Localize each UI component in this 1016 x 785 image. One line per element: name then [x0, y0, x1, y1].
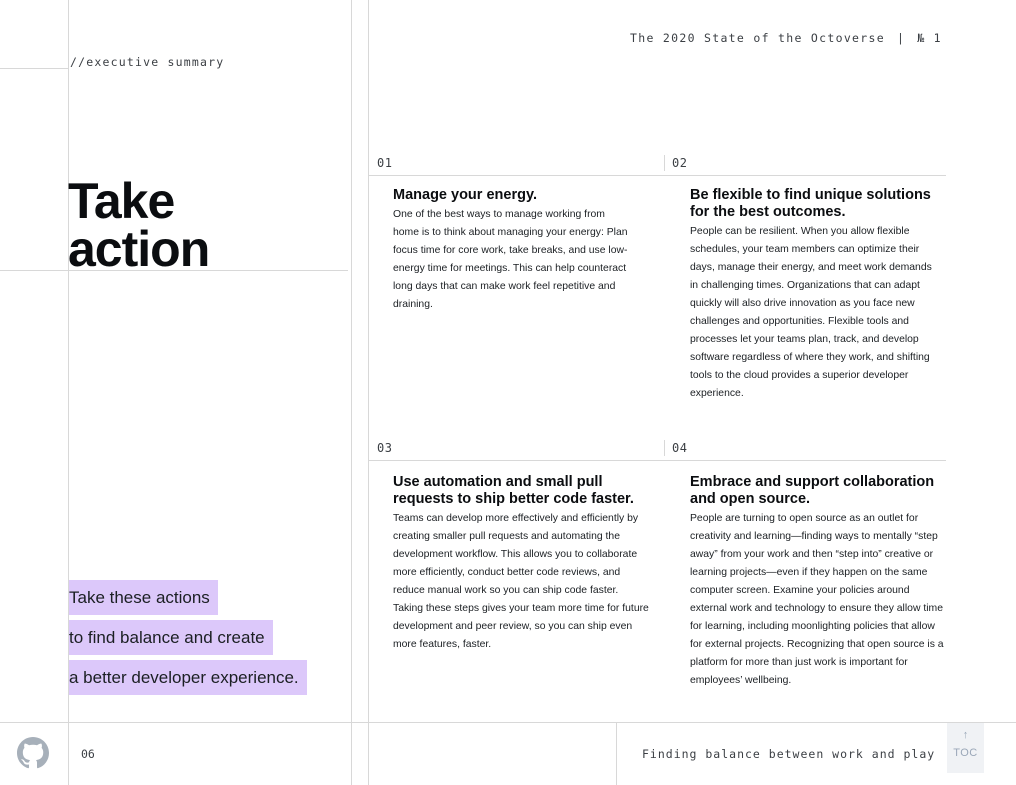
highlight-line: Take these actions [69, 580, 218, 615]
item-number-04: 04 [672, 441, 688, 455]
highlight-line: a better developer experience. [69, 660, 307, 695]
github-logo-icon[interactable] [17, 737, 49, 769]
highlight-line: to find balance and create [69, 620, 273, 655]
page-title-line-1: Take [68, 173, 175, 229]
header-separator: | [896, 31, 906, 45]
footer-running-text: Finding balance between work and play [642, 747, 936, 761]
toc-label: TOC [953, 747, 978, 759]
page-title [68, 173, 210, 277]
running-header [630, 31, 942, 45]
grid-line [0, 722, 1016, 723]
action-body: One of the best ways to manage working from home is to think about managing your energy: Plan focus time for core work, take breaks, and use low-energy time for meetings. This can help counteract long days that can make work feel repetitive and draining. [393, 209, 628, 310]
arrow-up-icon: ↑ [962, 729, 969, 741]
action-body: People are turning to open source as an outlet for creativity and learning—finding ways to mentally “step away” from your work and then “step into” creative or learning projects—even if they happen on the same computer screen. Examine your policies around external work and technology to ensure they allow time for learning, including moonlighting policies that allow for external projects. Recognizing that open source is a platform for more than just work is important for employees’ wellbeing. [690, 513, 944, 686]
action-body: Teams can develop more effectively and efficiently by creating smaller pull requests and automating the development workflow. This allows you to collaborate more efficiently, conduct better code reviews, and reduce manual work so you can ship code faster. Taking these steps gives your team more time for future development and peer review, so you can ship even more features, faster. [393, 513, 649, 650]
action-heading: Be flexible to find unique solutions for the best outcomes. [690, 187, 931, 220]
grid-line [664, 155, 665, 171]
page-number: 06 [81, 747, 95, 761]
action-card-04 [690, 474, 946, 690]
grid-line [616, 722, 617, 785]
section-label: //executive summary [70, 55, 225, 69]
grid-line [368, 0, 369, 785]
action-body: People can be resilient. When you allow flexible schedules, your team members can optimize their days, manage their energy, and meet work demands in challenging times. Organizations that can adapt quickly will also drive innovation as you face new challenges and opportunities. Flexible tools and processes let your teams plan, track, and develop software regardless of where they work, and shifting tools to the cloud provides a superior developer experience. [690, 226, 932, 399]
item-number-01: 01 [377, 156, 393, 170]
issue-number: № 1 [917, 31, 942, 45]
action-card-02 [690, 187, 942, 403]
grid-line [351, 0, 352, 785]
highlight-callout [69, 580, 349, 700]
item-number-02: 02 [672, 156, 688, 170]
action-card-01 [393, 187, 633, 314]
action-card-03 [393, 474, 649, 654]
item-number-03: 03 [377, 441, 393, 455]
grid-line [0, 68, 69, 69]
grid-line [664, 440, 665, 456]
action-heading: Embrace and support collaboration and open source. [690, 474, 935, 507]
grid-line [368, 460, 946, 461]
report-title: The 2020 State of the Octoverse [630, 31, 885, 45]
grid-line [368, 175, 946, 176]
action-heading: Use automation and small pull requests to ship better code faster. [393, 474, 634, 507]
action-heading: Manage your energy. [393, 187, 537, 203]
page-title-line-2: action [68, 221, 210, 277]
toc-button[interactable] [947, 723, 984, 773]
